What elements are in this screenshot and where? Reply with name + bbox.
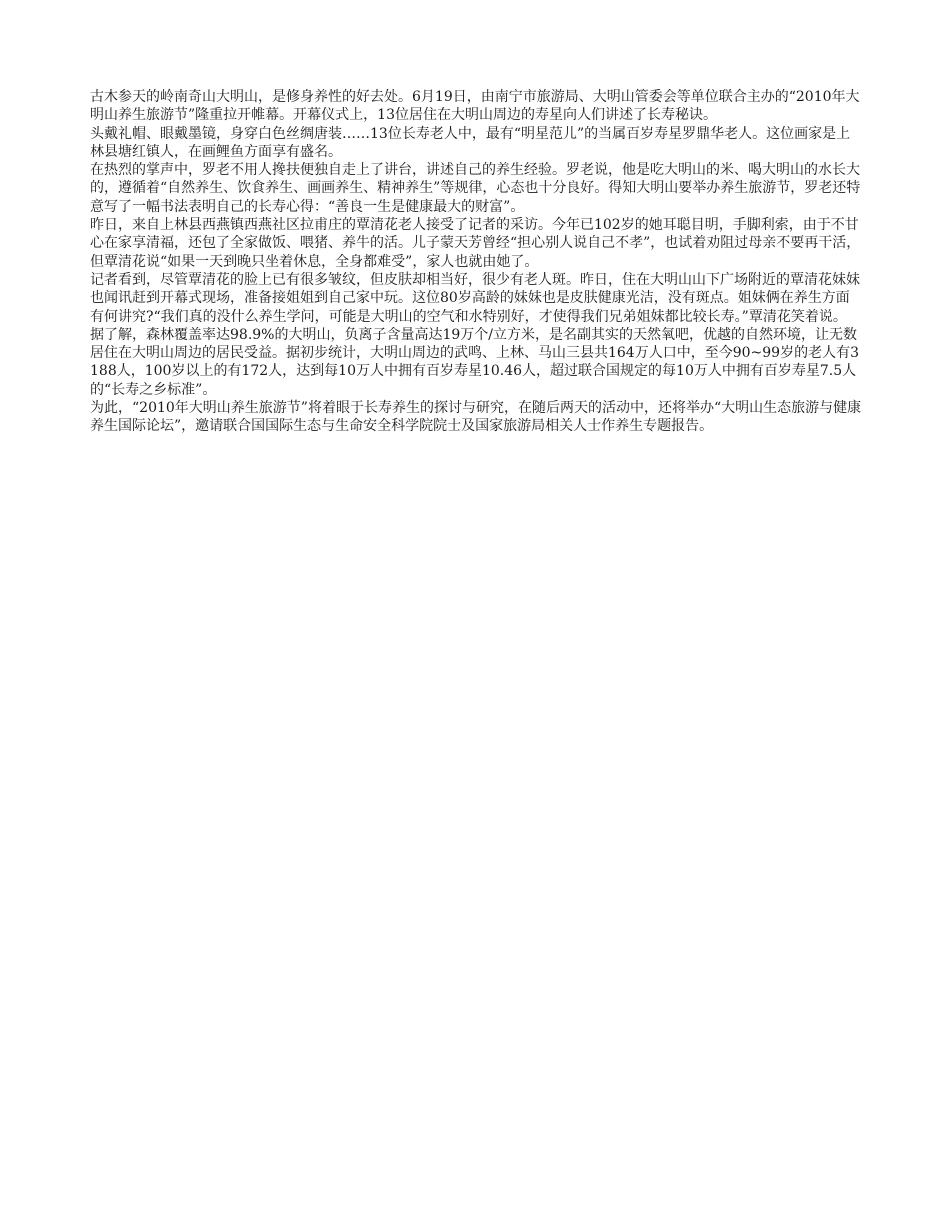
paragraph-luo-speech: 在热烈的掌声中，罗老不用人搀扶便独自走上了讲台，讲述自己的养生经验。罗老说，他是吃大明山的米、喝大明山的水长大的，遵循着“自然养生、饮食养生、画画养生、精神养生”等规律，心态也十分良好。得知大明山要举办养生旅游节，罗老还特意写了一幅书法表明自己的长寿心得：“善良一生是健康最大的财富”。 (90, 162, 861, 215)
paragraph-intro: 古木参天的岭南奇山大明山，是修身养性的好去处。6月19日，由南宁市旅游局、大明山管委会等单位联合主办的“2010年大明山养生旅游节”隆重拉开帷幕。开幕仪式上，13位居住在大明山周边的寿星向人们讲述了长寿秘诀。 (90, 89, 860, 124)
article-body (90, 88, 862, 436)
paragraph-qin-qinghua: 昨日，来自上林县西燕镇西燕社区拉甫庄的覃清花老人接受了记者的采访。今年已102岁的她耳聪目明，手脚利索，由于不甘心在家享清福，还包了全家做饭、喂猪、养牛的活。儿子蒙天芳曾经“担心别人说自己不孝”，也试着劝阻过母亲不要再干活，但覃清花说“如果一天到晚只坐着休息，全身都难受”，家人也就由她了。 (90, 217, 861, 270)
paragraph-statistics: 据了解，森林覆盖率达98.9%的大明山，负离子含量高达19万个/立方米，是名副其实的天然氧吧，优越的自然环境，让无数居住在大明山周边的居民受益。据初步统计，大明山周边的武鸣、上林、马山三县共164万人口中，至今90~99岁的老人有3188人，100岁以上的有172人，达到每10万人中拥有百岁寿星10.46人，超过联合国规定的每10万人中拥有百岁寿星7.5人的“长寿之乡标准”。 (90, 326, 859, 398)
paragraph-luo-dinghua: 头戴礼帽、眼戴墨镜，身穿白色丝绸唐装……13位长寿老人中，最有“明星范儿”的当属百岁寿星罗鼎华老人。这位画家是上林县塘红镇人，在画鲤鱼方面享有盛名。 (90, 125, 851, 160)
paragraph-sisters: 记者看到，尽管覃清花的脸上已有很多皱纹，但皮肤却相当好，很少有老人斑。昨日，住在大明山山下广场附近的覃清花妹妹也闻讯赶到开幕式现场，准备接姐姐到自己家中玩。这位80岁高龄的妹妹也是皮肤健康光洁，没有斑点。姐妹俩在养生方面有何讲究?“我们真的没什么养生学问，可能是大明山的空气和水特别好，才使得我们兄弟姐妹都比较长寿。”覃清花笑着说。 (90, 271, 860, 325)
paragraph-forum: 为此，“2010年大明山养生旅游节”将着眼于长寿养生的探讨与研究，在随后两天的活动中，还将举办“大明山生态旅游与健康养生国际论坛”，邀请联合国国际生态与生命安全科学院院士及国家旅游局相关人士作养生专题报告。 (90, 400, 862, 435)
